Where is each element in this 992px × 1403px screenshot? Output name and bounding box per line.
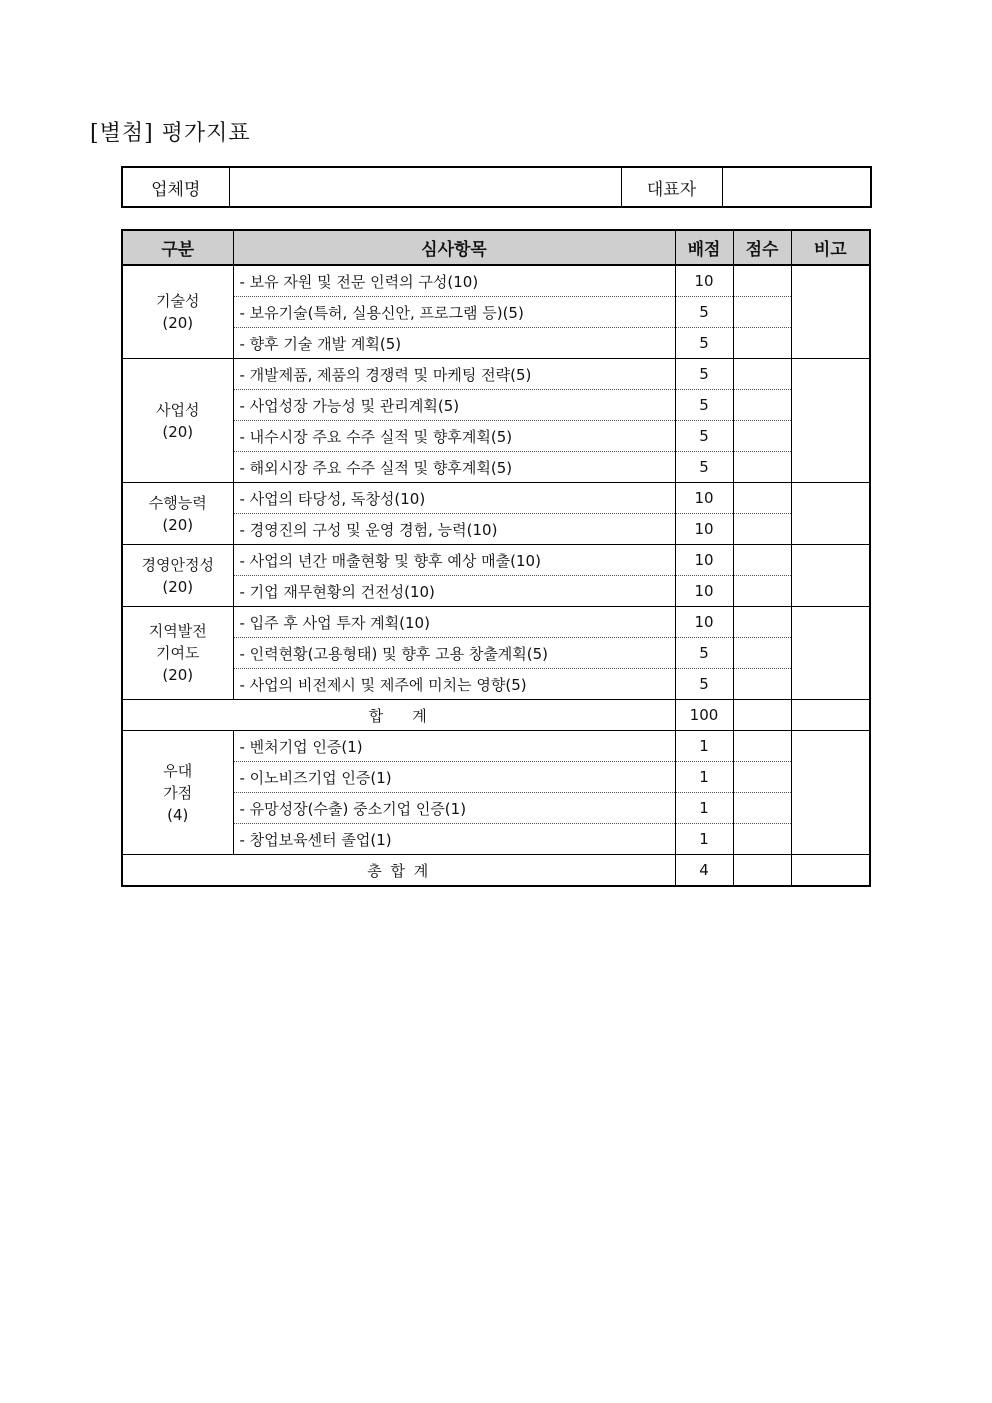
category-label-line: 사업성 bbox=[156, 400, 200, 419]
total-row-label: 총 합 계 bbox=[122, 855, 675, 887]
category-label-line: 우대 bbox=[163, 761, 193, 780]
table-row bbox=[122, 731, 870, 762]
points-cell: 5 bbox=[675, 421, 733, 452]
page-title: [별첨] 평가지표 bbox=[90, 121, 251, 146]
criteria-item: - 인력현황(고용형태) 및 향후 고용 창출계획(5) bbox=[233, 638, 675, 669]
score-cell[interactable] bbox=[733, 824, 791, 855]
criteria-item: - 이노비즈기업 인증(1) bbox=[233, 762, 675, 793]
points-cell: 10 bbox=[675, 607, 733, 638]
note-cell[interactable] bbox=[791, 483, 870, 545]
points-cell: 1 bbox=[675, 762, 733, 793]
table-row bbox=[122, 824, 870, 855]
category-label-line: 경영안정성 bbox=[141, 555, 214, 574]
table-row bbox=[122, 514, 870, 545]
criteria-item: - 벤처기업 인증(1) bbox=[233, 731, 675, 762]
category-label-line: (20) bbox=[162, 422, 194, 441]
score-cell[interactable] bbox=[733, 297, 791, 328]
table-row bbox=[122, 669, 870, 700]
score-cell[interactable] bbox=[733, 638, 791, 669]
category-label-line: (20) bbox=[162, 314, 194, 332]
category-label-line: 가점 bbox=[163, 783, 193, 802]
table-row bbox=[122, 452, 870, 483]
points-cell: 5 bbox=[675, 638, 733, 669]
points-cell: 5 bbox=[675, 328, 733, 359]
points-cell: 1 bbox=[675, 824, 733, 855]
header-category: 구분 bbox=[122, 230, 233, 265]
header-item: 심사항목 bbox=[233, 230, 675, 265]
criteria-item: - 사업의 타당성, 독창성(10) bbox=[233, 483, 675, 514]
criteria-item: - 창업보육센터 졸업(1) bbox=[233, 824, 675, 855]
points-cell: 5 bbox=[675, 359, 733, 390]
table-row bbox=[122, 328, 870, 359]
score-cell[interactable] bbox=[733, 452, 791, 483]
points-cell: 1 bbox=[675, 793, 733, 824]
note-cell[interactable] bbox=[791, 731, 870, 855]
table-row bbox=[122, 483, 870, 514]
table-row bbox=[122, 265, 870, 297]
subtotal-row-note[interactable] bbox=[791, 700, 870, 731]
points-cell: 10 bbox=[675, 514, 733, 545]
table-row bbox=[122, 576, 870, 607]
table-row bbox=[122, 421, 870, 452]
company-name-label: 업체명 bbox=[122, 167, 229, 207]
category-cell bbox=[122, 607, 233, 700]
points-cell: 10 bbox=[675, 545, 733, 576]
table-row bbox=[122, 793, 870, 824]
criteria-item: - 보유기술(특허, 실용신안, 프로그램 등)(5) bbox=[233, 297, 675, 328]
score-cell[interactable] bbox=[733, 483, 791, 514]
points-cell: 10 bbox=[675, 265, 733, 297]
evaluation-table bbox=[121, 229, 871, 887]
company-name-field[interactable] bbox=[229, 167, 621, 207]
score-cell[interactable] bbox=[733, 265, 791, 297]
header-points: 배점 bbox=[675, 230, 733, 265]
criteria-item: - 사업의 년간 매출현황 및 향후 예상 매출(10) bbox=[233, 545, 675, 576]
table-row bbox=[122, 359, 870, 390]
category-label-line: (20) bbox=[162, 577, 194, 596]
criteria-item: - 해외시장 주요 수주 실적 및 향후계획(5) bbox=[233, 452, 675, 483]
points-cell: 5 bbox=[675, 669, 733, 700]
score-cell[interactable] bbox=[733, 762, 791, 793]
criteria-item: - 사업성장 가능성 및 관리계획(5) bbox=[233, 390, 675, 421]
header-score: 점수 bbox=[733, 230, 791, 265]
representative-field[interactable] bbox=[722, 167, 871, 207]
category-cell bbox=[122, 731, 233, 855]
category-label-line: 기술성 bbox=[156, 292, 200, 310]
subtotal-row-score[interactable] bbox=[733, 700, 791, 731]
table-row bbox=[122, 638, 870, 669]
criteria-item: - 내수시장 주요 수주 실적 및 향후계획(5) bbox=[233, 421, 675, 452]
subtotal-row-points: 100 bbox=[675, 700, 733, 731]
note-cell[interactable] bbox=[791, 607, 870, 700]
note-cell[interactable] bbox=[791, 359, 870, 483]
criteria-item: - 입주 후 사업 투자 계획(10) bbox=[233, 607, 675, 638]
score-cell[interactable] bbox=[733, 359, 791, 390]
table-row bbox=[122, 297, 870, 328]
score-cell[interactable] bbox=[733, 793, 791, 824]
category-label-line: 지역발전 bbox=[148, 622, 207, 640]
criteria-item: - 사업의 비전제시 및 제주에 미치는 영향(5) bbox=[233, 669, 675, 700]
note-cell[interactable] bbox=[791, 265, 870, 359]
score-cell[interactable] bbox=[733, 669, 791, 700]
category-label-line: (20) bbox=[162, 515, 194, 534]
note-cell[interactable] bbox=[791, 545, 870, 607]
criteria-item: - 향후 기술 개발 계획(5) bbox=[233, 328, 675, 359]
score-cell[interactable] bbox=[733, 328, 791, 359]
table-row bbox=[122, 545, 870, 576]
points-cell: 5 bbox=[675, 452, 733, 483]
score-cell[interactable] bbox=[733, 545, 791, 576]
score-cell[interactable] bbox=[733, 607, 791, 638]
category-label-line: 수행능력 bbox=[148, 493, 207, 512]
subtotal-row-label: 합 계 bbox=[122, 700, 675, 731]
category-label-line: (4) bbox=[167, 805, 189, 824]
table-row bbox=[122, 762, 870, 793]
total-row-points: 4 bbox=[675, 855, 733, 887]
criteria-item: - 유망성장(수출) 중소기업 인증(1) bbox=[233, 793, 675, 824]
total-row-note[interactable] bbox=[791, 855, 870, 887]
table-row bbox=[122, 607, 870, 638]
points-cell: 1 bbox=[675, 731, 733, 762]
header-row bbox=[122, 230, 870, 265]
score-cell[interactable] bbox=[733, 514, 791, 545]
points-cell: 5 bbox=[675, 390, 733, 421]
category-cell bbox=[122, 359, 233, 483]
table-row bbox=[122, 390, 870, 421]
category-cell bbox=[122, 483, 233, 545]
criteria-item: - 기업 재무현황의 건전성(10) bbox=[233, 576, 675, 607]
total-row-score[interactable] bbox=[733, 855, 791, 887]
score-cell[interactable] bbox=[733, 421, 791, 452]
subtotal-row bbox=[122, 700, 870, 731]
criteria-item: - 보유 자원 및 전문 인력의 구성(10) bbox=[233, 265, 675, 297]
header-note: 비고 bbox=[791, 230, 870, 265]
criteria-item: - 개발제품, 제품의 경쟁력 및 마케팅 전략(5) bbox=[233, 359, 675, 390]
category-label-line: 기여도 bbox=[156, 644, 200, 662]
points-cell: 5 bbox=[675, 297, 733, 328]
score-cell[interactable] bbox=[733, 576, 791, 607]
category-cell bbox=[122, 265, 233, 359]
representative-label: 대표자 bbox=[621, 167, 722, 207]
points-cell: 10 bbox=[675, 576, 733, 607]
criteria-item: - 경영진의 구성 및 운영 경험, 능력(10) bbox=[233, 514, 675, 545]
points-cell: 10 bbox=[675, 483, 733, 514]
score-cell[interactable] bbox=[733, 390, 791, 421]
category-cell bbox=[122, 545, 233, 607]
score-cell[interactable] bbox=[733, 731, 791, 762]
company-info-table bbox=[121, 166, 872, 208]
category-label-line: (20) bbox=[162, 666, 194, 684]
total-row bbox=[122, 855, 870, 887]
